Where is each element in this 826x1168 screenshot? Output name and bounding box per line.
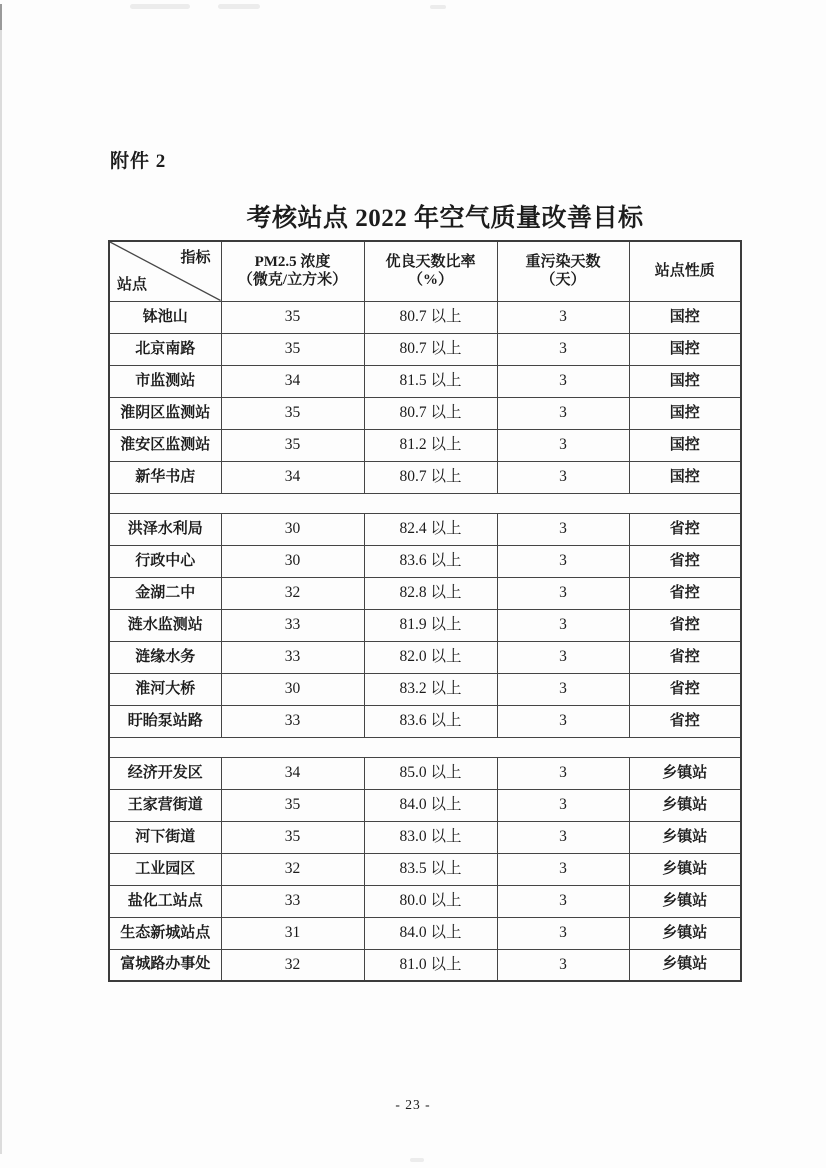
cell-type: 省控 — [629, 609, 741, 641]
cell-type: 国控 — [629, 365, 741, 397]
scan-edge-mark — [0, 4, 2, 30]
corner-header-cell — [109, 241, 221, 301]
cell-pm25: 33 — [221, 705, 364, 737]
cell-good-days-ratio: 82.4 以上 — [364, 513, 497, 545]
cell-good-days-ratio: 83.0 以上 — [364, 821, 497, 853]
cell-good-days-ratio: 80.0 以上 — [364, 885, 497, 917]
cell-type: 乡镇站 — [629, 885, 741, 917]
cell-type: 乡镇站 — [629, 949, 741, 981]
cell-pm25: 34 — [221, 461, 364, 493]
cell-station: 钵池山 — [109, 301, 221, 333]
cell-type: 乡镇站 — [629, 853, 741, 885]
cell-heavy-pollution-days: 3 — [497, 917, 629, 949]
cell-station: 工业园区 — [109, 853, 221, 885]
cell-heavy-pollution-days: 3 — [497, 513, 629, 545]
cell-good-days-ratio: 82.0 以上 — [364, 641, 497, 673]
cell-pm25: 34 — [221, 365, 364, 397]
column-header-station-type — [629, 241, 741, 301]
cell-heavy-pollution-days: 3 — [497, 641, 629, 673]
cell-station: 市监测站 — [109, 365, 221, 397]
header-line: 优良天数比率 — [385, 253, 476, 270]
table-row — [109, 301, 741, 333]
column-header-good-days-ratio — [364, 241, 497, 301]
cell-pm25: 35 — [221, 789, 364, 821]
table-row — [109, 545, 741, 577]
cell-station: 淮安区监测站 — [109, 429, 221, 461]
cell-type: 乡镇站 — [629, 821, 741, 853]
cell-good-days-ratio: 80.7 以上 — [364, 333, 497, 365]
cell-pm25: 33 — [221, 609, 364, 641]
cell-pm25: 35 — [221, 429, 364, 461]
separator-cell — [109, 493, 741, 513]
cell-heavy-pollution-days: 3 — [497, 301, 629, 333]
separator-row — [109, 737, 741, 757]
table-row — [109, 789, 741, 821]
attachment-label: 附件 2 — [110, 151, 167, 172]
cell-station: 涟缘水务 — [109, 641, 221, 673]
column-header-pm25 — [221, 241, 364, 301]
header-line: （天） — [540, 272, 586, 289]
cell-type: 乡镇站 — [629, 757, 741, 789]
cell-type: 省控 — [629, 641, 741, 673]
table-row — [109, 821, 741, 853]
header-line: （微克/立方米） — [237, 272, 348, 289]
cell-pm25: 35 — [221, 333, 364, 365]
cell-pm25: 35 — [221, 301, 364, 333]
corner-label-station: 站点 — [117, 276, 148, 293]
cell-pm25: 31 — [221, 917, 364, 949]
cell-heavy-pollution-days: 3 — [497, 429, 629, 461]
cell-good-days-ratio: 84.0 以上 — [364, 917, 497, 949]
cell-type: 国控 — [629, 301, 741, 333]
table-row — [109, 365, 741, 397]
cell-pm25: 34 — [221, 757, 364, 789]
cell-station: 盱眙泵站路 — [109, 705, 221, 737]
cell-pm25: 30 — [221, 513, 364, 545]
cell-good-days-ratio: 83.5 以上 — [364, 853, 497, 885]
cell-good-days-ratio: 83.6 以上 — [364, 545, 497, 577]
table-header-row — [109, 241, 741, 301]
scan-smudge — [410, 1158, 424, 1162]
table-row — [109, 885, 741, 917]
cell-type: 省控 — [629, 545, 741, 577]
cell-type: 乡镇站 — [629, 917, 741, 949]
air-quality-targets-table — [108, 240, 742, 982]
cell-station: 经济开发区 — [109, 757, 221, 789]
corner-label-indicator: 指标 — [180, 250, 211, 266]
cell-good-days-ratio: 81.9 以上 — [364, 609, 497, 641]
cell-heavy-pollution-days: 3 — [497, 333, 629, 365]
column-header-heavy-pollution-days — [497, 241, 629, 301]
cell-heavy-pollution-days: 3 — [497, 609, 629, 641]
cell-good-days-ratio: 85.0 以上 — [364, 757, 497, 789]
table-row — [109, 397, 741, 429]
cell-station: 新华书店 — [109, 461, 221, 493]
cell-station: 生态新城站点 — [109, 917, 221, 949]
cell-heavy-pollution-days: 3 — [497, 545, 629, 577]
cell-good-days-ratio: 83.2 以上 — [364, 673, 497, 705]
separator-cell — [109, 737, 741, 757]
cell-heavy-pollution-days: 3 — [497, 397, 629, 429]
cell-heavy-pollution-days: 3 — [497, 821, 629, 853]
table-row — [109, 429, 741, 461]
cell-station: 洪泽水利局 — [109, 513, 221, 545]
header-line: PM2.5 浓度 — [254, 253, 331, 270]
cell-type: 国控 — [629, 429, 741, 461]
cell-heavy-pollution-days: 3 — [497, 577, 629, 609]
cell-good-days-ratio: 81.5 以上 — [364, 365, 497, 397]
cell-station: 北京南路 — [109, 333, 221, 365]
cell-type: 省控 — [629, 513, 741, 545]
cell-good-days-ratio: 80.7 以上 — [364, 301, 497, 333]
table-row — [109, 513, 741, 545]
cell-pm25: 35 — [221, 397, 364, 429]
separator-row — [109, 493, 741, 513]
cell-good-days-ratio: 81.2 以上 — [364, 429, 497, 461]
cell-station: 淮阴区监测站 — [109, 397, 221, 429]
cell-type: 省控 — [629, 673, 741, 705]
table-row — [109, 609, 741, 641]
cell-heavy-pollution-days: 3 — [497, 705, 629, 737]
scan-smudge — [218, 4, 260, 9]
cell-station: 金湖二中 — [109, 577, 221, 609]
cell-type: 乡镇站 — [629, 789, 741, 821]
cell-station: 行政中心 — [109, 545, 221, 577]
table-row — [109, 673, 741, 705]
cell-good-days-ratio: 83.6 以上 — [364, 705, 497, 737]
cell-heavy-pollution-days: 3 — [497, 789, 629, 821]
header-line: 重污染天数 — [525, 253, 601, 270]
cell-pm25: 33 — [221, 641, 364, 673]
table-row — [109, 641, 741, 673]
header-line: （%） — [407, 272, 453, 289]
cell-type: 国控 — [629, 461, 741, 493]
cell-station: 富城路办事处 — [109, 949, 221, 981]
cell-good-days-ratio: 80.7 以上 — [364, 397, 497, 429]
table-row — [109, 333, 741, 365]
cell-pm25: 33 — [221, 885, 364, 917]
cell-pm25: 30 — [221, 545, 364, 577]
header-line: 站点性质 — [654, 262, 715, 279]
table-row — [109, 917, 741, 949]
cell-type: 省控 — [629, 705, 741, 737]
cell-heavy-pollution-days: 3 — [497, 757, 629, 789]
cell-pm25: 30 — [221, 673, 364, 705]
cell-heavy-pollution-days: 3 — [497, 853, 629, 885]
cell-good-days-ratio: 84.0 以上 — [364, 789, 497, 821]
scan-edge-line — [0, 14, 2, 1154]
cell-station: 淮河大桥 — [109, 673, 221, 705]
scan-smudge — [430, 5, 446, 9]
cell-heavy-pollution-days: 3 — [497, 885, 629, 917]
page-number: - 23 - — [395, 1097, 431, 1112]
cell-good-days-ratio: 82.8 以上 — [364, 577, 497, 609]
cell-station: 河下街道 — [109, 821, 221, 853]
cell-pm25: 32 — [221, 853, 364, 885]
cell-station: 王家营街道 — [109, 789, 221, 821]
cell-heavy-pollution-days: 3 — [497, 673, 629, 705]
cell-heavy-pollution-days: 3 — [497, 461, 629, 493]
cell-pm25: 35 — [221, 821, 364, 853]
cell-station: 盐化工站点 — [109, 885, 221, 917]
cell-type: 国控 — [629, 333, 741, 365]
cell-heavy-pollution-days: 3 — [497, 949, 629, 981]
table-row — [109, 853, 741, 885]
table-row — [109, 705, 741, 737]
cell-heavy-pollution-days: 3 — [497, 365, 629, 397]
cell-station: 涟水监测站 — [109, 609, 221, 641]
table-row — [109, 461, 741, 493]
table-row — [109, 949, 741, 981]
page-title: 考核站点 2022 年空气质量改善目标 — [246, 205, 644, 232]
cell-good-days-ratio: 80.7 以上 — [364, 461, 497, 493]
cell-good-days-ratio: 81.0 以上 — [364, 949, 497, 981]
cell-type: 国控 — [629, 397, 741, 429]
table-row — [109, 757, 741, 789]
cell-pm25: 32 — [221, 949, 364, 981]
cell-pm25: 32 — [221, 577, 364, 609]
table-row — [109, 577, 741, 609]
scan-smudge — [130, 4, 190, 9]
cell-type: 省控 — [629, 577, 741, 609]
